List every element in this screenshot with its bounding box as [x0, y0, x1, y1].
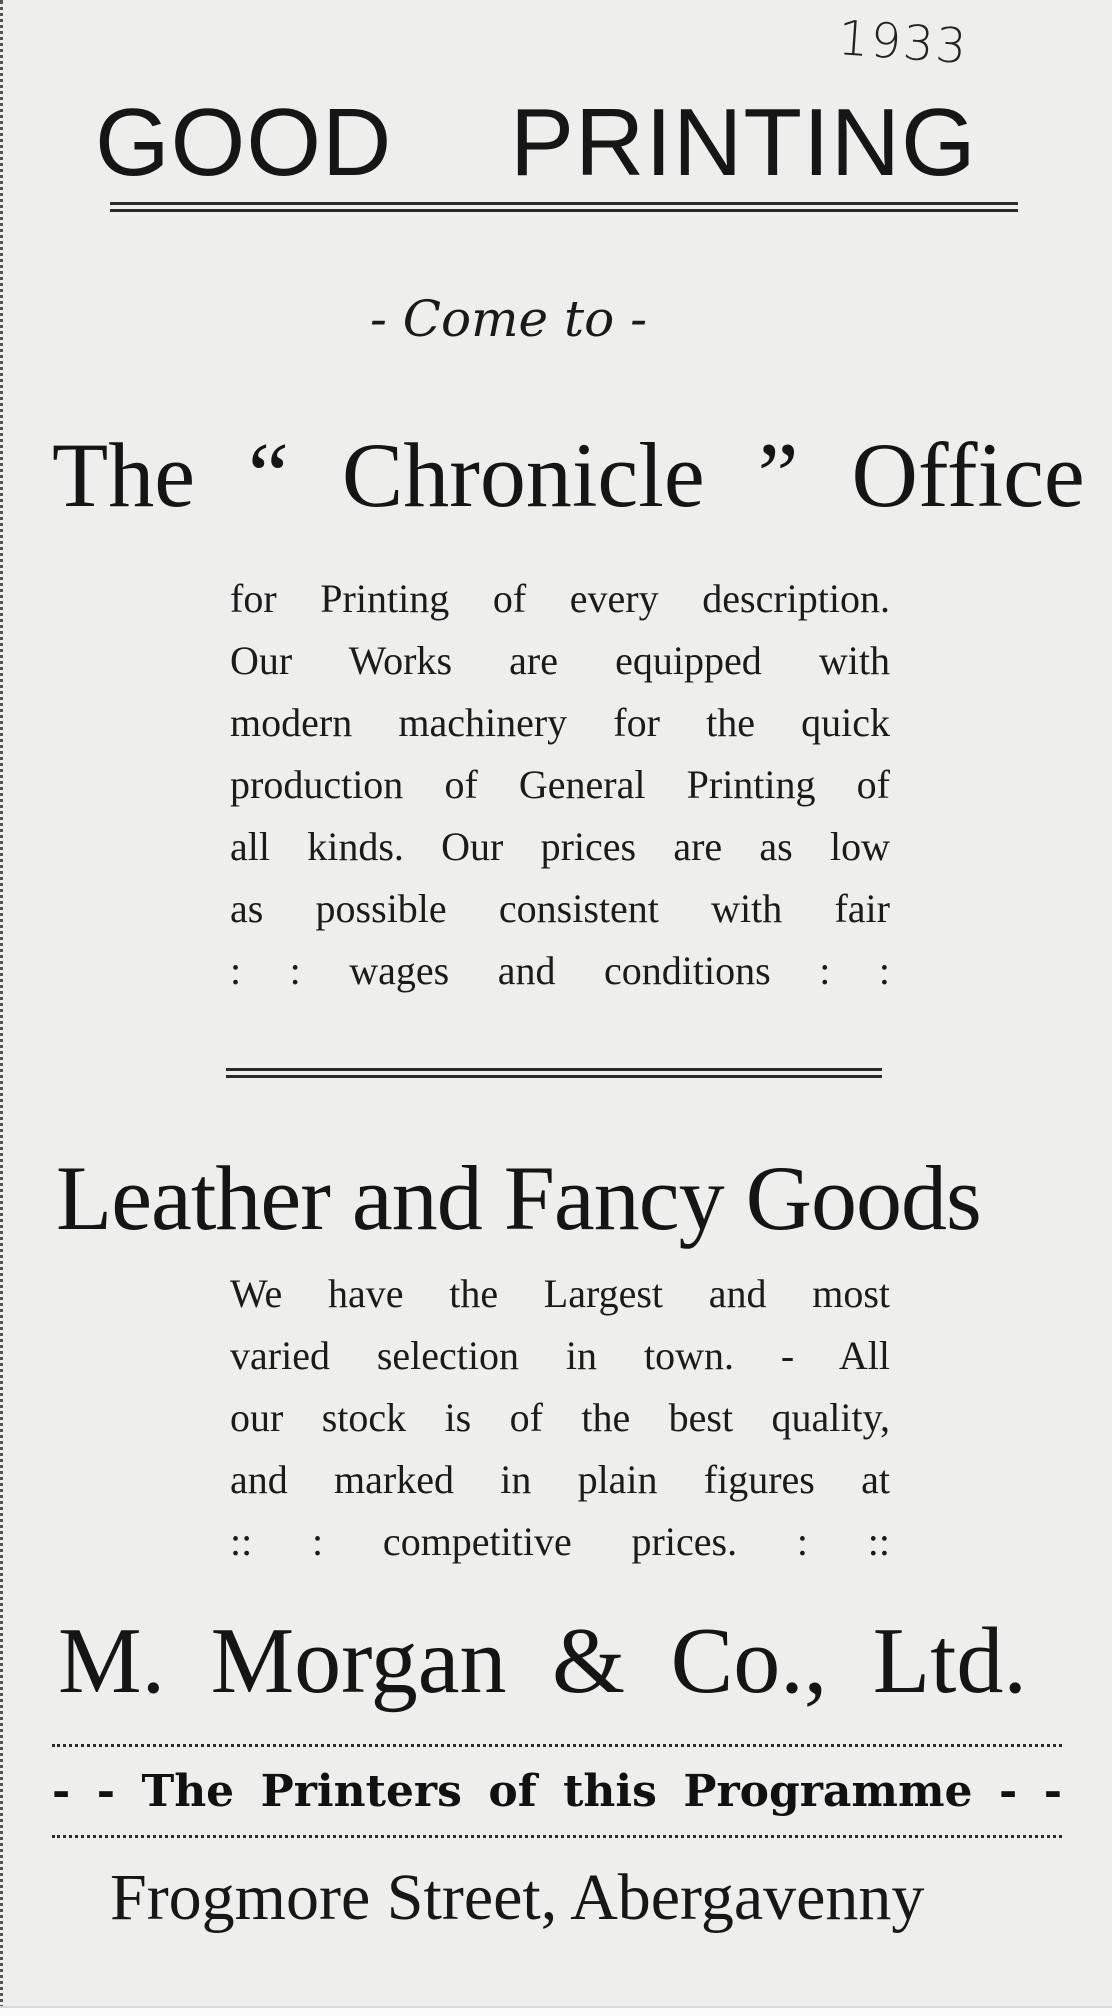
leather-text-line: and marked in plain figures at: [230, 1457, 890, 1502]
printing-text-line: all kinds. Our prices are as low: [230, 824, 890, 869]
printing-text-line: : : wages and conditions : :: [230, 948, 890, 993]
printing-text-line: for Printing of every description.: [230, 576, 890, 621]
address-line: Frogmore Street, Abergavenny: [110, 1861, 925, 1934]
printing-text-line: as possible consistent with fair: [230, 886, 890, 931]
page-left-border: [0, 0, 7, 2016]
dotted-rule-divider-upper: [52, 1744, 1062, 1747]
leather-text-line: our stock is of the best quality,: [230, 1395, 890, 1440]
leather-text-line: varied selection in town. - All: [230, 1333, 890, 1378]
printing-text-line: Our Works are equipped with: [230, 638, 890, 683]
printers-of-programme-line: - - The Printers of this Programme - -: [52, 1766, 1062, 1817]
headline-good-printing: GOOD PRINTING: [95, 89, 977, 196]
printing-description: [230, 568, 890, 1002]
dotted-rule-divider-lower: [52, 1835, 1062, 1838]
handwritten-year-note: 1933: [836, 10, 970, 76]
double-rule-divider-top: [110, 202, 1018, 212]
company-name-heading: M. Morgan & Co., Ltd.: [58, 1609, 1027, 1713]
leather-goods-heading: Leather and Fancy Goods: [56, 1147, 981, 1249]
leather-text-line: We have the Largest and most: [230, 1271, 890, 1316]
chronicle-office-heading: The “ Chronicle ” Office: [52, 424, 1085, 526]
leather-text-line: :: : competitive prices. : ::: [230, 1519, 890, 1564]
printing-text-line: production of General Printing of: [230, 762, 890, 807]
double-rule-divider-middle: [226, 1068, 882, 1078]
come-to-subheading: - Come to -: [370, 290, 648, 348]
leather-goods-description: [230, 1263, 890, 1573]
page-bottom-edge: [0, 2006, 1112, 2016]
printing-text-line: modern machinery for the quick: [230, 700, 890, 745]
